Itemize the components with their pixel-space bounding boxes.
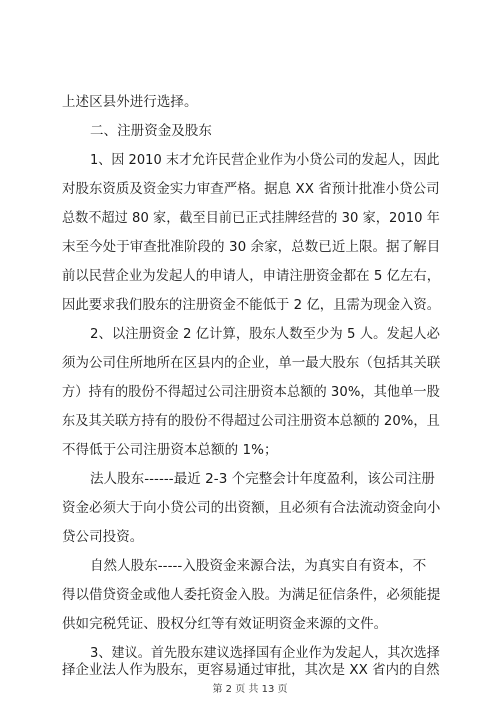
text-line: 1、因 2010 末才允许民营企业作为小贷公司的发起人，因此 bbox=[90, 152, 440, 168]
section-heading: 二、注册资金及股东 bbox=[90, 123, 212, 139]
text-line: 自然人股东-----入股资金来源合法，为真实自有资本，不 bbox=[90, 558, 427, 574]
text-line: 末至今处于审查批准阶段的 30 余家，总数已近上限。据了解目 bbox=[62, 239, 441, 255]
text-line: 资金必须大于向小贷公司的出资额，且必须有合法流动资金向小 bbox=[62, 500, 441, 516]
page-footer: 第 2 页 共 13 页 bbox=[212, 684, 288, 695]
text-line: 方）持有的股份不得超过公司注册资本总额的 30%，其他单一股 bbox=[62, 384, 440, 400]
text-line: 上述区县外进行选择。 bbox=[62, 94, 198, 110]
text-line: 对股东资质及资金实力审查严格。据息 XX 省预计批准小贷公司 bbox=[62, 181, 440, 197]
text-line: 3、建议。首先股东建议选择国有企业作为发起人，其次选择 bbox=[90, 645, 440, 661]
text-line: 2、以注册资金 2 亿计算，股东人数至少为 5 人。发起人必 bbox=[90, 326, 440, 342]
text-line: 不得低于公司注册资本总额的 1%； bbox=[62, 442, 278, 458]
text-line: 供如完税凭证、股权分红等有效证明资金来源的文件。 bbox=[62, 616, 388, 632]
text-line: 须为公司住所地所在区县内的企业，单一最大股东（包括其关联 bbox=[62, 355, 441, 371]
text-line: 得以借贷资金或他人委托资金入股。为满足征信条件，必须能提 bbox=[62, 587, 441, 603]
text-line: 前以民营企业为发起人的申请人，申请注册资金都在 5 亿左右， bbox=[62, 268, 441, 284]
text-line: 择企业法人作为股东，更容易通过审批，其次是 XX 省内的自然 bbox=[62, 662, 440, 678]
text-line: 贷公司投资。 bbox=[62, 529, 144, 545]
text-line: 东及其关联方持有的股份不得超过公司注册资本总额的 20%，且 bbox=[62, 413, 440, 429]
text-line: 法人股东------最近 2-3 个完整会计年度盈利，该公司注册 bbox=[90, 471, 435, 487]
text-line: 总数不超过 80 家，截至目前已正式挂牌经营的 30 家，2010 年 bbox=[62, 210, 440, 226]
text-line: 因此要求我们股东的注册资金不能低于 2 亿，且需为现金入资。 bbox=[62, 297, 441, 313]
